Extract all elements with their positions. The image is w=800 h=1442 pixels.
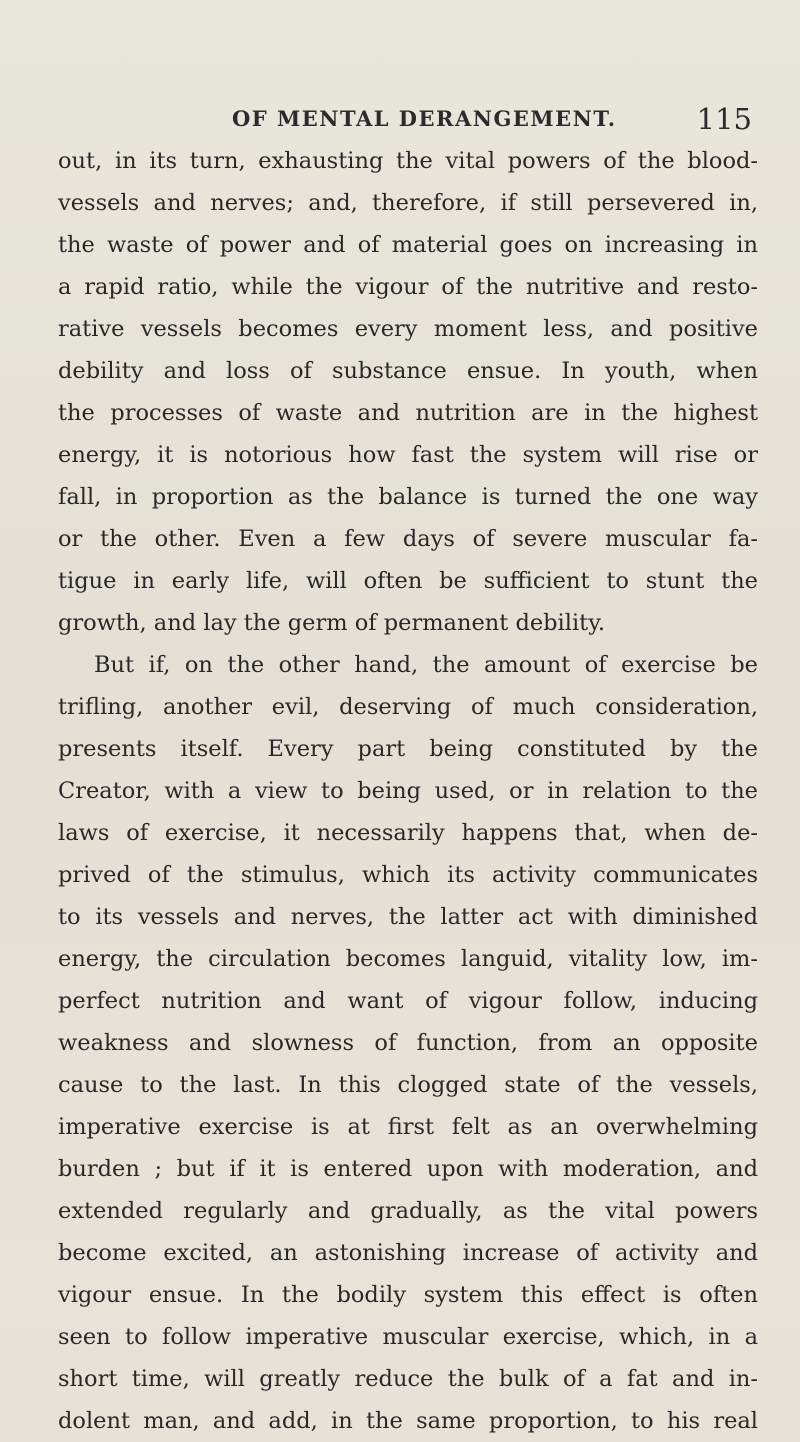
text-line: Creator, with a view to being used, or in relation to the (58, 778, 758, 804)
text-line: the waste of power and of material goes on increasing in (58, 232, 758, 258)
text-line: the processes of waste and nutrition are in the highest (58, 400, 758, 426)
text-line: growth, and lay the germ of permanent debility. (58, 610, 606, 636)
text-line: dolent man, and add, in the same proportion, to his real (58, 1408, 758, 1434)
text-line: or the other. Even a few days of severe muscular fa- (58, 526, 758, 552)
text-line: perfect nutrition and want of vigour follow, inducing (58, 988, 758, 1014)
text-line: presents itself. Every part being constituted by the (58, 736, 758, 762)
page-number: 115 (696, 102, 752, 136)
text-line: trifling, another evil, deserving of much consideration, (58, 694, 758, 720)
text-line: short time, will greatly reduce the bulk of a fat and in- (58, 1366, 758, 1392)
text-line: laws of exercise, it necessarily happens that, when de- (58, 820, 758, 846)
text-line: seen to follow imperative muscular exercise, which, in a (58, 1324, 758, 1350)
running-title: OF MENTAL DERANGEMENT. (232, 106, 617, 131)
text-line: cause to the last. In this clogged state of the vessels, (58, 1072, 758, 1098)
text-line: weakness and slowness of function, from an opposite (58, 1030, 758, 1056)
text-line: vigour ensue. In the bodily system this effect is often (58, 1282, 758, 1308)
text-line: burden ; but if it is entered upon with moderation, and (58, 1156, 758, 1182)
text-line: a rapid ratio, while the vigour of the nutritive and resto- (58, 274, 758, 300)
running-head (232, 102, 752, 140)
body-text (58, 140, 758, 1442)
text-line: debility and loss of substance ensue. In youth, when (58, 358, 758, 384)
text-line: prived of the stimulus, which its activity communicates (58, 862, 758, 888)
text-line: imperative exercise is at first felt as an overwhelming (58, 1114, 758, 1140)
text-line: become excited, an astonishing increase of activity and (58, 1240, 758, 1266)
text-line: extended regularly and gradually, as the vital powers (58, 1198, 758, 1224)
text-line: tigue in early life, will often be sufficient to stunt the (58, 568, 758, 594)
text-line: out, in its turn, exhausting the vital powers of the blood- (58, 148, 758, 174)
text-line: vessels and nerves; and, therefore, if still persevered in, (58, 190, 758, 216)
text-line: energy, the circulation becomes languid, vitality low, im- (58, 946, 758, 972)
text-line: But if, on the other hand, the amount of exercise be (94, 652, 758, 678)
text-line: energy, it is notorious how fast the system will rise or (58, 442, 758, 468)
text-line: to its vessels and nerves, the latter act with diminished (58, 904, 758, 930)
text-line: fall, in proportion as the balance is turned the one way (58, 484, 758, 510)
text-line: rative vessels becomes every moment less, and positive (58, 316, 758, 342)
